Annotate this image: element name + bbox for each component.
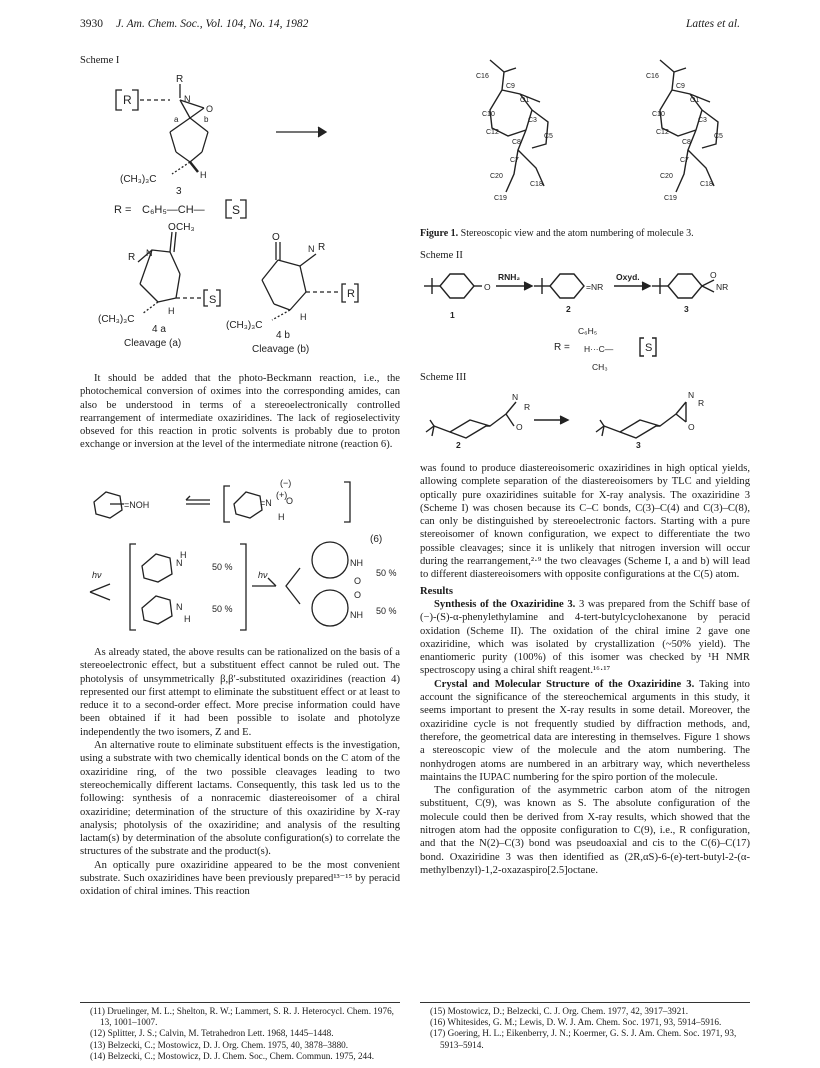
svg-text:C19: C19 bbox=[664, 195, 677, 202]
svg-text:H···C—: H···C— bbox=[584, 344, 614, 354]
svg-text:O: O bbox=[710, 270, 717, 280]
svg-text:C9: C9 bbox=[506, 83, 515, 90]
svg-text:=NR: =NR bbox=[586, 282, 604, 292]
svg-text:C18: C18 bbox=[530, 181, 543, 188]
footnote-11: (11) Druelinger, M. L.; Shelton, R. W.; Lammert, S. R. J. Heterocycl. Chem. 1976, 13, 1001–1007. bbox=[90, 1006, 394, 1028]
svg-text:C5: C5 bbox=[714, 133, 723, 140]
svg-text:N: N bbox=[176, 558, 183, 568]
svg-text:C7: C7 bbox=[510, 157, 519, 164]
tbu-label-2: (CH₃)₃C bbox=[98, 314, 135, 325]
footnote-16: (16) Whitesides, G. M.; Lewis, D. W. J. Am. Chem. Soc. 1971, 93, 5914–5916. bbox=[430, 1017, 722, 1028]
left-column-text bbox=[80, 646, 400, 899]
reaction-6-figure bbox=[80, 474, 400, 634]
scheme-2-label: Scheme II bbox=[420, 250, 463, 261]
compound-3-label: 3 bbox=[176, 186, 182, 197]
footnote-rule-left bbox=[80, 1002, 400, 1003]
svg-text:O: O bbox=[354, 576, 362, 586]
scheme-1-label: Scheme I bbox=[80, 55, 120, 66]
pct-label-1: 50 % bbox=[212, 562, 233, 572]
cleavage-a: Cleavage (a) bbox=[124, 338, 182, 349]
r-def-mid: C₆H₅—CH— bbox=[142, 204, 205, 216]
scheme-1-figure bbox=[80, 70, 400, 360]
noh-label: =NOH bbox=[124, 500, 150, 510]
svg-text:R: R bbox=[128, 252, 136, 263]
left-paragraph-4: An optically pure oxaziridine appeared to be the most convenient substrate. Such oxaziridines have been previously prepared¹³⁻¹⁵ by peracid oxidation of chiral imines. This reaction bbox=[80, 859, 400, 898]
svg-text:C₆H₅: C₆H₅ bbox=[578, 326, 598, 336]
svg-text:N: N bbox=[184, 94, 191, 104]
svg-text:=N: =N bbox=[260, 498, 272, 508]
svg-text:C3: C3 bbox=[528, 117, 537, 124]
figure-1-stereo-view bbox=[420, 50, 750, 222]
scheme-3-label: Scheme III bbox=[420, 372, 467, 383]
svg-text:N: N bbox=[512, 392, 519, 402]
left-paragraph-2: As already stated, the above results can be rationalized on the basis of a stereoelectronic effect, but a substituent effect cannot be ruled out. The photolysis of unsymmetrically β,β′-substituted oxaziridines (reaction 4) represented our first attempt to eliminate the substituent effect or at least to reduce it to a second-order effect. More precise information could have been obtained if it had been possible to isolate and photolyze independently the two isomers, Z and E. bbox=[80, 647, 400, 738]
svg-text:C10: C10 bbox=[482, 111, 495, 118]
scheme-3-num-2: 2 bbox=[456, 440, 461, 450]
svg-text:O: O bbox=[354, 590, 362, 600]
reagent-oxyd: Oxyd. bbox=[616, 272, 640, 282]
right-paragraph-3: Taking into account the significance of the stereochemical arguments in this study, it seems important to present the X-ray results in some detail. Moreover, the oxaziridine cycle is not frequently studied by diffraction methods, and, therefore, the geometrical data are interesting in themselves. Figure 1 shows a stereoscopic view of the molecule and the atom numbering. The nonhydrogen atoms are numbered in an arbitrary way, which nevertheless maintains the IUPAC numbering for the spiro portion of the molecule. bbox=[420, 678, 750, 783]
left-paragraph-3: An alternative route to eliminate substituent effects is the investigation, using a substrate with two chemically identical bonds on the C atom of the oxaziridine ring, of the two possible cleavages leading to two stereochemically different lactams. Consequently, this task led us to the following: synthesis of a nonracemic diastereoisomer of a chiral oxaziridine; determination of the structure of this oxaziridine by X-ray analysis; photolysis of the oxaziridine; and analysis of the resulting lactam(s) by determination of the absolute configuration(s) to correlate the structures of the substrate and the product(s). bbox=[80, 740, 400, 858]
label-4a: 4 a bbox=[152, 324, 166, 335]
svg-text:N: N bbox=[308, 244, 315, 254]
figure-1-caption-label: Figure 1. bbox=[420, 228, 459, 239]
svg-text:C5: C5 bbox=[544, 133, 553, 140]
svg-text:C12: C12 bbox=[486, 129, 499, 136]
svg-text:C20: C20 bbox=[660, 173, 673, 180]
svg-text:O1: O1 bbox=[520, 97, 530, 104]
svg-text:C12: C12 bbox=[656, 129, 669, 136]
svg-text:R: R bbox=[176, 74, 184, 85]
svg-text:H: H bbox=[200, 170, 207, 180]
svg-text:C3: C3 bbox=[698, 117, 707, 124]
scheme-2-figure bbox=[420, 262, 750, 392]
hv-label-1: hν bbox=[92, 570, 102, 580]
scheme-3-num-3: 3 bbox=[636, 440, 641, 450]
right-paragraph-4: The configuration of the asymmetric carbon atom of the nitrogen substituent, C(9), was known as S. The absolute configuration of the molecule could then be derived from X-ray results, which showed that the nitrogen atom had the opposite configuration to C(9), i.e., R configuration, and that the N(2)–C(3) bond was pseudoaxial and cis to the C(6)–C(17) bond. Oxaziridine 3 was then identified as (2R,αS)-6-(e)-tert-butyl-2-(α-methylbenzyl)-1,2-oxazaspiro[2.5]octane. bbox=[420, 785, 750, 876]
footnotes-left bbox=[90, 1006, 400, 1062]
tbu-label-3: (CH₃)₃C bbox=[226, 320, 263, 331]
pct-label-4: 50 % bbox=[376, 606, 397, 616]
running-authors: Lattes et al. bbox=[686, 18, 740, 30]
svg-text:N: N bbox=[176, 602, 183, 612]
svg-text:NR: NR bbox=[716, 282, 729, 292]
label-4b: 4 b bbox=[276, 330, 290, 341]
svg-text:N: N bbox=[146, 248, 153, 258]
svg-text:O1: O1 bbox=[690, 97, 700, 104]
svg-text:(−): (−) bbox=[280, 478, 292, 488]
reagent-rnh2: RNH₂ bbox=[498, 272, 521, 282]
footnote-12: (12) Splitter, J. S.; Calvin, M. Tetrahedron Lett. 1968, 1445–1448. bbox=[90, 1028, 334, 1039]
svg-text:NH: NH bbox=[350, 558, 363, 568]
footnote-15: (15) Mostowicz, D.; Belzecki, C. J. Org. Chem. 1977, 42, 3917–3921. bbox=[430, 1006, 689, 1016]
svg-text:O: O bbox=[286, 496, 294, 506]
footnotes-right bbox=[430, 1006, 750, 1051]
right-column-text bbox=[420, 462, 750, 877]
r-def-left: R = bbox=[114, 204, 132, 216]
svg-text:NH: NH bbox=[350, 610, 363, 620]
synthesis-heading: Synthesis of the Oxaziridine 3. bbox=[434, 598, 576, 610]
pct-label-3: 50 % bbox=[376, 568, 397, 578]
footnote-rule-right bbox=[420, 1002, 750, 1003]
svg-text:O: O bbox=[168, 222, 176, 233]
svg-text:H: H bbox=[168, 306, 175, 316]
r-def-sub: CH₃ bbox=[176, 222, 195, 233]
svg-text:H: H bbox=[180, 550, 187, 560]
pct-label-2: 50 % bbox=[212, 604, 233, 614]
svg-text:R: R bbox=[698, 398, 705, 408]
bracket-r-text: R bbox=[123, 93, 132, 107]
figure-1-caption bbox=[420, 228, 694, 239]
svg-text:a: a bbox=[174, 115, 179, 124]
scheme-2-bracket-s: S bbox=[645, 342, 653, 354]
scheme-2-num-1: 1 bbox=[450, 310, 455, 320]
svg-text:C16: C16 bbox=[476, 73, 489, 80]
scheme-2-num-3: 3 bbox=[684, 304, 689, 314]
footnote-17: (17) Goering, H. L.; Eikenberry, J. N.; Koermer, G. S. J. Am. Chem. Soc. 1971, 93, 5913–5914. bbox=[430, 1028, 737, 1050]
svg-text:C8: C8 bbox=[682, 139, 691, 146]
svg-text:C16: C16 bbox=[646, 73, 659, 80]
reaction-number: (6) bbox=[370, 534, 383, 545]
tbu-label-1: (CH₃)₃C bbox=[120, 174, 157, 185]
svg-text:O: O bbox=[484, 282, 491, 292]
svg-text:C19: C19 bbox=[494, 195, 507, 202]
svg-text:R: R bbox=[318, 242, 326, 253]
svg-text:C18: C18 bbox=[700, 181, 713, 188]
page-number: 3930 bbox=[80, 18, 103, 30]
svg-text:(+): (+) bbox=[276, 490, 288, 500]
cleavage-b: Cleavage (b) bbox=[252, 344, 310, 355]
results-heading: Results bbox=[420, 585, 453, 597]
figure-1-caption-text: Stereoscopic view and the atom numbering of molecule 3. bbox=[460, 228, 694, 239]
svg-text:C7: C7 bbox=[680, 157, 689, 164]
svg-text:O: O bbox=[272, 232, 280, 243]
svg-text:O: O bbox=[516, 422, 523, 432]
right-paragraph-1: was found to produce diastereoisomeric oxaziridines in high optical yields, allowing complete separation of the diastereoisomers by TLC and yielding optically pure oxaziridines suitable for X-ray analysis. The oxaziridine 3 (Scheme I) was chosen because its C–C bonds, C(3)–C(4) and C(3)–C(8), can only be distinguished by stereoelectronic factors. Starting with a pure stereoisomer of known configuration, we expect to differentiate the two possible cleavages; since it is unlikely that nitrogen inversion will occur during the rearrangement,²·⁹ the two cleavages (Scheme I, a and b) will lead to different diastereoisomers with opposite configurations at the C(5) atom. bbox=[420, 463, 750, 581]
svg-text:O: O bbox=[206, 104, 214, 114]
journal-citation: J. Am. Chem. Soc., Vol. 104, No. 14, 1982 bbox=[116, 18, 309, 30]
svg-text:H: H bbox=[278, 512, 285, 522]
left-paragraph-1: It should be added that the photo-Beckmann reaction, i.e., the photochemical conversion of oximes into the corresponding amides, can also be understood in terms of a stereoelectronically controlled rearrangement of intermediate oxaziridines. The lack of regioselectivity obseved for this reaction in protic solvents is probably due to proton exchange or inversion at the level of the intermediate nitrone (reaction 6). bbox=[80, 373, 400, 451]
crystal-heading: Crystal and Molecular Structure of the Oxaziridine 3. bbox=[434, 678, 695, 690]
svg-text:N: N bbox=[688, 390, 695, 400]
svg-text:H: H bbox=[300, 312, 307, 322]
scheme-3-figure bbox=[420, 386, 750, 452]
svg-text:CH₃: CH₃ bbox=[592, 362, 608, 372]
svg-text:b: b bbox=[204, 115, 209, 124]
svg-text:O: O bbox=[688, 422, 695, 432]
svg-text:S: S bbox=[209, 294, 217, 306]
svg-text:H: H bbox=[184, 614, 191, 624]
footnote-13: (13) Belzecki, C.; Mostowicz, D. J. Org. Chem. 1975, 40, 3878–3880. bbox=[90, 1039, 349, 1050]
svg-text:C8: C8 bbox=[512, 139, 521, 146]
svg-text:C9: C9 bbox=[676, 83, 685, 90]
svg-text:C10: C10 bbox=[652, 111, 665, 118]
hv-label-2: hν bbox=[258, 570, 268, 580]
svg-text:R: R bbox=[524, 402, 531, 412]
scheme-2-r-eq: R = bbox=[554, 342, 570, 353]
scheme-2-num-2: 2 bbox=[566, 304, 571, 314]
right-paragraph-2: 3 was prepared from the Schiff base of (−)-(S)-α-phenylethylamine and 4-tert-butylcyclohexanone by peracid oxidation (Scheme II). The oxidation of the chiral imine 2 gave one oxaziridine, which was isolated by crystallization (~50% yield). The enantiomeric purity (100%) of this isomer was checked by ¹H NMR spectroscopy using a chiral shift reagent.¹⁶·¹⁷ bbox=[420, 598, 750, 677]
footnote-14: (14) Belzecki, C.; Mostowicz, D. J. Chem. Soc., Chem. Commun. 1975, 244. bbox=[90, 1050, 375, 1061]
svg-text:R: R bbox=[347, 288, 355, 300]
svg-text:C20: C20 bbox=[490, 173, 503, 180]
bracket-s-text: S bbox=[232, 203, 241, 217]
